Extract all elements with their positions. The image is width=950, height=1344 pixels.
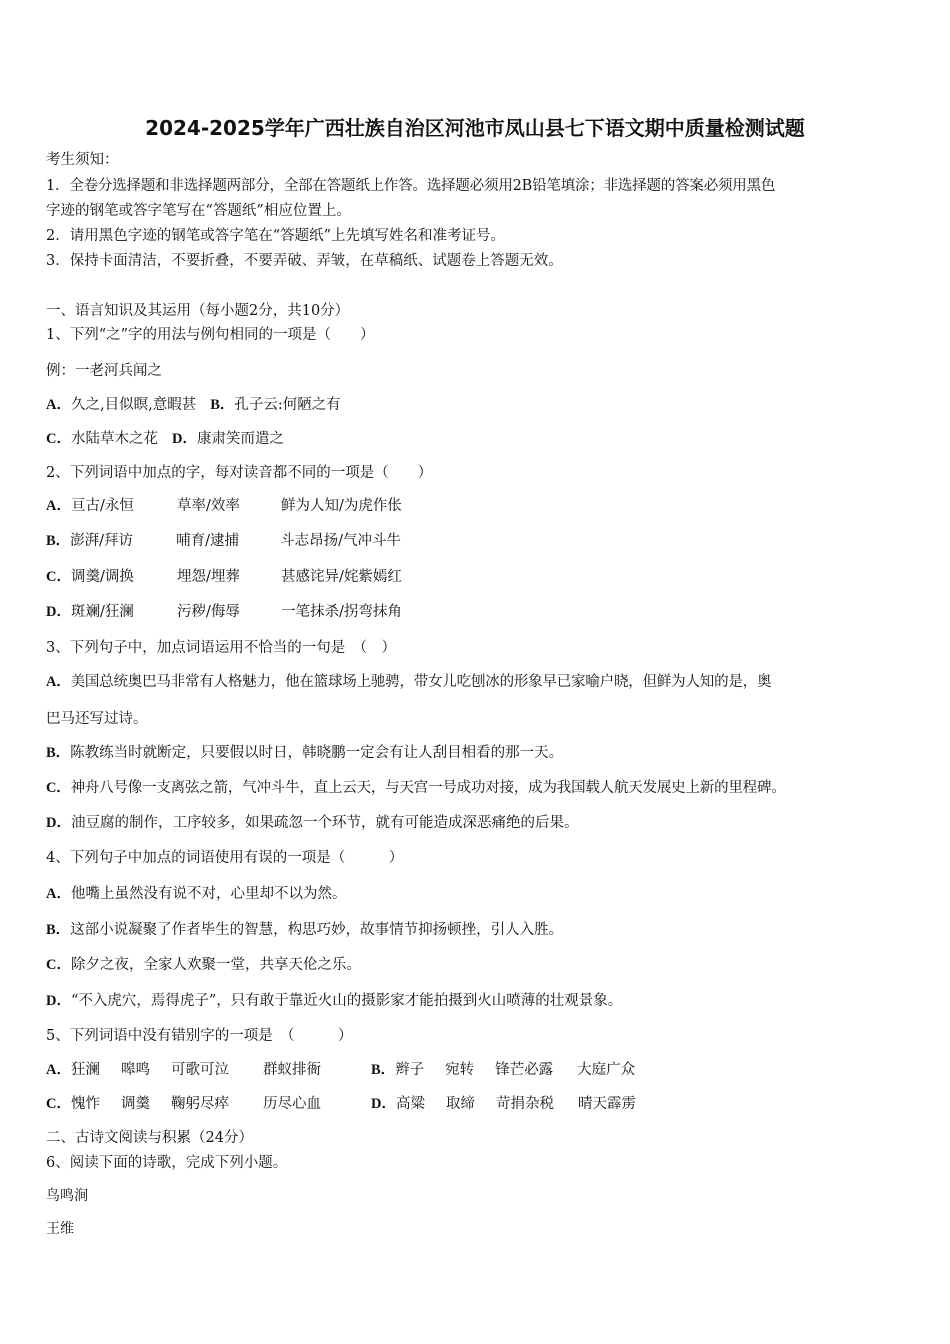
q5-b-word1: 辫子 [395, 1062, 425, 1078]
q4-option-a-label: A． [46, 886, 71, 902]
q2-d-word1: 斑斓/狂澜 [70, 604, 134, 620]
q2-a-word2: 草率/效率 [176, 498, 240, 514]
q2-b-word2: 哺育/逮捕 [176, 533, 240, 549]
q5-d-word4: 晴天霹雳 [577, 1096, 636, 1112]
q4-option-a-text: 他嘴上虽然没有说不对，心里却不以为然。 [70, 886, 347, 902]
q3-option-c-text: 神舟八号像一支离弦之箭，气冲斗牛，直上云天，与天宫一号成功对接，成为我国载人航天发展史上新的里程碑。 [70, 780, 786, 796]
q2-a-word1: 亘古/永恒 [70, 498, 134, 514]
notice-item-1-cont: 字迹的钢笔或答字笔写在“答题纸”相应位置上。 [46, 203, 351, 219]
q4-option-c [46, 955, 361, 975]
q5-a-word1: 狂澜 [70, 1062, 100, 1078]
q3-option-c-label: C． [46, 780, 71, 796]
q1-option-a: 久之,目似瞑,意暇甚 [70, 397, 197, 413]
q1-stem: 1、下列“之”字的用法与例句相同的一项是（ ） [46, 327, 375, 343]
q4-option-d [46, 991, 622, 1011]
q1-option-b: 孔子云:何陋之有 [234, 397, 341, 413]
q5-option-d-label: D． [370, 1096, 396, 1112]
q2-option-c-label: C． [46, 569, 71, 585]
q5-a-word4: 群蚁排衙 [262, 1062, 321, 1078]
q2-option-a-label: A． [46, 498, 71, 514]
q5-c-word1: 愧怍 [70, 1096, 100, 1112]
q1-options-row1 [46, 395, 341, 415]
q5-b-word3: 锋芒必露 [495, 1062, 554, 1078]
q1-option-b-label: B． [210, 397, 235, 413]
q3-option-b [46, 743, 563, 763]
q2-d-word3: 一笔抹杀/拐弯抹角 [280, 604, 402, 620]
q2-option-c [46, 567, 402, 587]
q3-option-d [46, 813, 578, 833]
q6-stem: 6、阅读下面的诗歌，完成下列小题。 [46, 1155, 288, 1171]
q4-option-c-label: C． [46, 957, 71, 973]
q4-stem: 4、下列句子中加点的词语使用有误的一项是（ ） [46, 850, 404, 866]
q5-c-word3: 鞠躬尽瘁 [170, 1096, 229, 1112]
q5-options-row2 [46, 1094, 636, 1114]
q4-option-b-text: 这部小说凝聚了作者毕生的智慧，构思巧妙，故事情节抑扬顿挫，引人入胜。 [70, 922, 564, 938]
q1-option-c: 水陆草木之花 [70, 431, 158, 447]
q5-option-b-label: B． [370, 1062, 396, 1078]
q3-option-d-text: 油豆腐的制作，工序较多，如果疏忽一个环节，就有可能造成深恶痛绝的后果。 [70, 815, 579, 831]
q2-c-word2: 埋怨/埋葬 [176, 569, 240, 585]
q5-option-c-label: C． [46, 1096, 71, 1112]
notice-heading: 考生须知： [46, 152, 119, 168]
notice-item-2: 2．请用黑色字迹的钢笔或答字笔在“答题纸”上先填写姓名和准考证号。 [46, 228, 506, 244]
q2-b-word1: 澎湃/拜访 [70, 533, 134, 549]
q3-stem: 3、下列句子中，加点词语运用不恰当的一句是 （ ） [46, 640, 396, 656]
page-title: 2024-2025学年广西壮族自治区河池市凤山县七下语文期中质量检测试题 [145, 116, 805, 140]
section2-heading: 二、古诗文阅读与积累（24分） [46, 1130, 253, 1146]
notice-item-3: 3．保持卡面清洁，不要折叠，不要弄破、弄皱，在草稿纸、试题卷上答题无效。 [46, 253, 563, 269]
q4-option-d-label: D． [46, 993, 71, 1009]
q2-option-d-label: D． [46, 604, 71, 620]
q2-b-word3: 斗志昂扬/气冲斗牛 [280, 533, 402, 549]
q5-d-word3: 苛捐杂税 [495, 1096, 554, 1112]
q5-a-word3: 可歌可泣 [170, 1062, 229, 1078]
q3-option-a [46, 672, 771, 692]
q1-option-d-label: D． [171, 431, 197, 447]
q2-option-b-label: B． [46, 533, 71, 549]
q1-option-d: 康肃笑而遣之 [196, 431, 284, 447]
q4-option-d-text: “不入虎穴，焉得虎子”，只有敢于靠近火山的摄影家才能拍摄到火山喷薄的壮观景象。 [70, 993, 623, 1009]
q2-stem: 2、下列词语中加点的字，每对读音都不同的一项是（ ） [46, 465, 433, 481]
q3-option-d-label: D． [46, 815, 71, 831]
q5-c-word2: 调羹 [120, 1096, 150, 1112]
q5-b-word2: 宛转 [445, 1062, 475, 1078]
q2-c-word3: 甚感诧异/姹紫嫣红 [280, 569, 402, 585]
q5-d-word2: 取缔 [445, 1096, 475, 1112]
q1-options-row2 [46, 429, 284, 449]
q1-example: 例：一老河兵闻之 [46, 363, 162, 379]
q5-option-a-label: A． [46, 1062, 71, 1078]
q3-option-b-text: 陈教练当时就断定，只要假以时日，韩晓鹏一定会有让人刮目相看的那一天。 [70, 745, 564, 761]
q2-d-word2: 污秽/侮辱 [176, 604, 240, 620]
q1-option-a-label: A． [46, 397, 71, 413]
q4-option-a [46, 884, 346, 904]
q4-option-b [46, 920, 563, 940]
q2-option-b [46, 531, 401, 551]
poem-author: 王维 [46, 1221, 74, 1237]
q3-option-c [46, 778, 786, 798]
q5-options-row1 [46, 1060, 635, 1080]
q5-b-word4: 大庭广众 [577, 1062, 636, 1078]
q3-option-a-text: 美国总统奥巴马非常有人格魅力，他在篮球场上驰骋，带女儿吃刨冰的形象早已家喻户晓，但鲜为人知的是，奥 [70, 674, 772, 690]
q4-option-b-label: B． [46, 922, 71, 938]
q5-d-word1: 高粱 [395, 1096, 425, 1112]
q2-option-a [46, 496, 402, 516]
q2-a-word3: 鲜为人知/为虎作伥 [280, 498, 402, 514]
q4-option-c-text: 除夕之夜，全家人欢聚一堂，共享天伦之乐。 [70, 957, 361, 973]
section1-heading: 一、语言知识及其运用（每小题2分，共10分） [46, 303, 350, 319]
q5-a-word2: 嗥鸣 [120, 1062, 150, 1078]
q3-option-a-cont: 巴马还写过诗。 [46, 711, 148, 727]
q3-option-b-label: B． [46, 745, 71, 761]
q3-option-a-label: A． [46, 674, 71, 690]
q2-c-word1: 调羹/调换 [70, 569, 134, 585]
notice-item-1: 1．全卷分选择题和非选择题两部分，全部在答题纸上作答。选择题必须用2B铅笔填涂；非选择题的答案必须用黑色 [46, 178, 776, 194]
q1-option-c-label: C． [46, 431, 71, 447]
q5-stem: 5、下列词语中没有错别字的一项是 （ ） [46, 1028, 353, 1044]
poem-title: 鸟鸣涧 [46, 1188, 88, 1204]
q2-option-d [46, 602, 402, 622]
q5-c-word4: 历尽心血 [262, 1096, 321, 1112]
